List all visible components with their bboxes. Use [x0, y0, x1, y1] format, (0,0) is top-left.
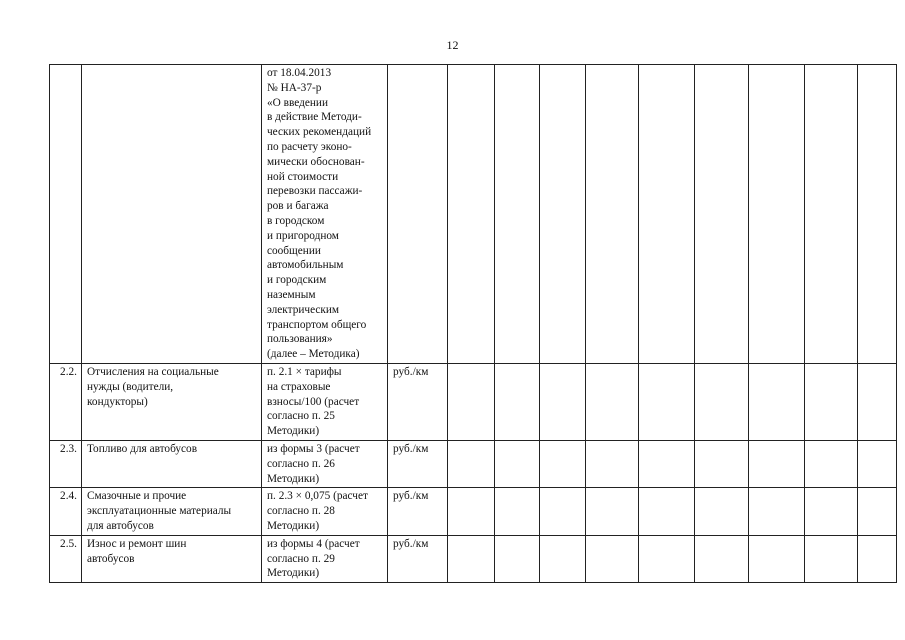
value-cell [448, 65, 495, 364]
value-cell [586, 65, 639, 364]
unit-cell [388, 65, 448, 364]
value-cell [495, 488, 540, 535]
value-cell [695, 440, 749, 487]
value-cell [805, 65, 858, 364]
value-cell [639, 535, 695, 582]
table-row [50, 440, 897, 487]
table-row [50, 488, 897, 535]
value-cell [639, 364, 695, 441]
value-cell [495, 440, 540, 487]
value-cell [805, 440, 858, 487]
expense-name-cell: Отчисления на социальные нужды (водители, кондукторы) [82, 364, 262, 441]
value-cell [586, 440, 639, 487]
value-cell [495, 364, 540, 441]
value-cell [639, 65, 695, 364]
value-cell [540, 440, 586, 487]
value-cell [695, 535, 749, 582]
value-cell [858, 65, 897, 364]
value-cell [749, 65, 805, 364]
page-number: 12 [446, 38, 459, 52]
value-cell [749, 440, 805, 487]
calculation-basis-cell: от 18.04.2013 № НА-37-р «О введении в действие Методи- ческих рекомендаций по расчету эконо- мически обоснован- ной стоимости перевозки пассажи- ров и багажа в городском и пригородном сообщении автомобильным и городским наземным электрическим транспортом общего пользования» (далее – Методика) [262, 65, 388, 364]
value-cell [540, 65, 586, 364]
value-cell [448, 440, 495, 487]
table-row [50, 535, 897, 582]
unit-cell: руб./км [388, 364, 448, 441]
value-cell [540, 535, 586, 582]
value-cell [586, 488, 639, 535]
unit-cell: руб./км [388, 535, 448, 582]
calculation-basis-cell: п. 2.1 × тарифы на страховые взносы/100 (расчет согласно п. 25 Методики) [262, 364, 388, 441]
row-number-cell: 2.2. [50, 364, 82, 441]
unit-cell: руб./км [388, 488, 448, 535]
value-cell [540, 364, 586, 441]
row-number-cell [50, 65, 82, 364]
value-cell [749, 488, 805, 535]
value-cell [858, 488, 897, 535]
calculation-table [49, 64, 897, 583]
value-cell [858, 535, 897, 582]
value-cell [805, 364, 858, 441]
calculation-basis-cell: из формы 4 (расчет согласно п. 29 Методики) [262, 535, 388, 582]
value-cell [639, 440, 695, 487]
value-cell [448, 535, 495, 582]
expense-name-cell [82, 65, 262, 364]
value-cell [805, 535, 858, 582]
calculation-basis-cell: п. 2.3 × 0,075 (расчет согласно п. 28 Методики) [262, 488, 388, 535]
value-cell [858, 440, 897, 487]
row-number-cell: 2.3. [50, 440, 82, 487]
unit-cell: руб./км [388, 440, 448, 487]
expense-name-cell: Топливо для автобусов [82, 440, 262, 487]
value-cell [749, 364, 805, 441]
value-cell [695, 488, 749, 535]
value-cell [448, 488, 495, 535]
row-number-cell: 2.4. [50, 488, 82, 535]
row-number-cell: 2.5. [50, 535, 82, 582]
value-cell [695, 65, 749, 364]
value-cell [858, 364, 897, 441]
value-cell [586, 535, 639, 582]
value-cell [495, 65, 540, 364]
table-row [50, 65, 897, 364]
value-cell [749, 535, 805, 582]
value-cell [448, 364, 495, 441]
expense-name-cell: Смазочные и прочие эксплуатационные материалы для автобусов [82, 488, 262, 535]
value-cell [540, 488, 586, 535]
calculation-basis-cell: из формы 3 (расчет согласно п. 26 Методики) [262, 440, 388, 487]
value-cell [495, 535, 540, 582]
expense-name-cell: Износ и ремонт шин автобусов [82, 535, 262, 582]
table-row [50, 364, 897, 441]
value-cell [805, 488, 858, 535]
value-cell [586, 364, 639, 441]
value-cell [639, 488, 695, 535]
value-cell [695, 364, 749, 441]
